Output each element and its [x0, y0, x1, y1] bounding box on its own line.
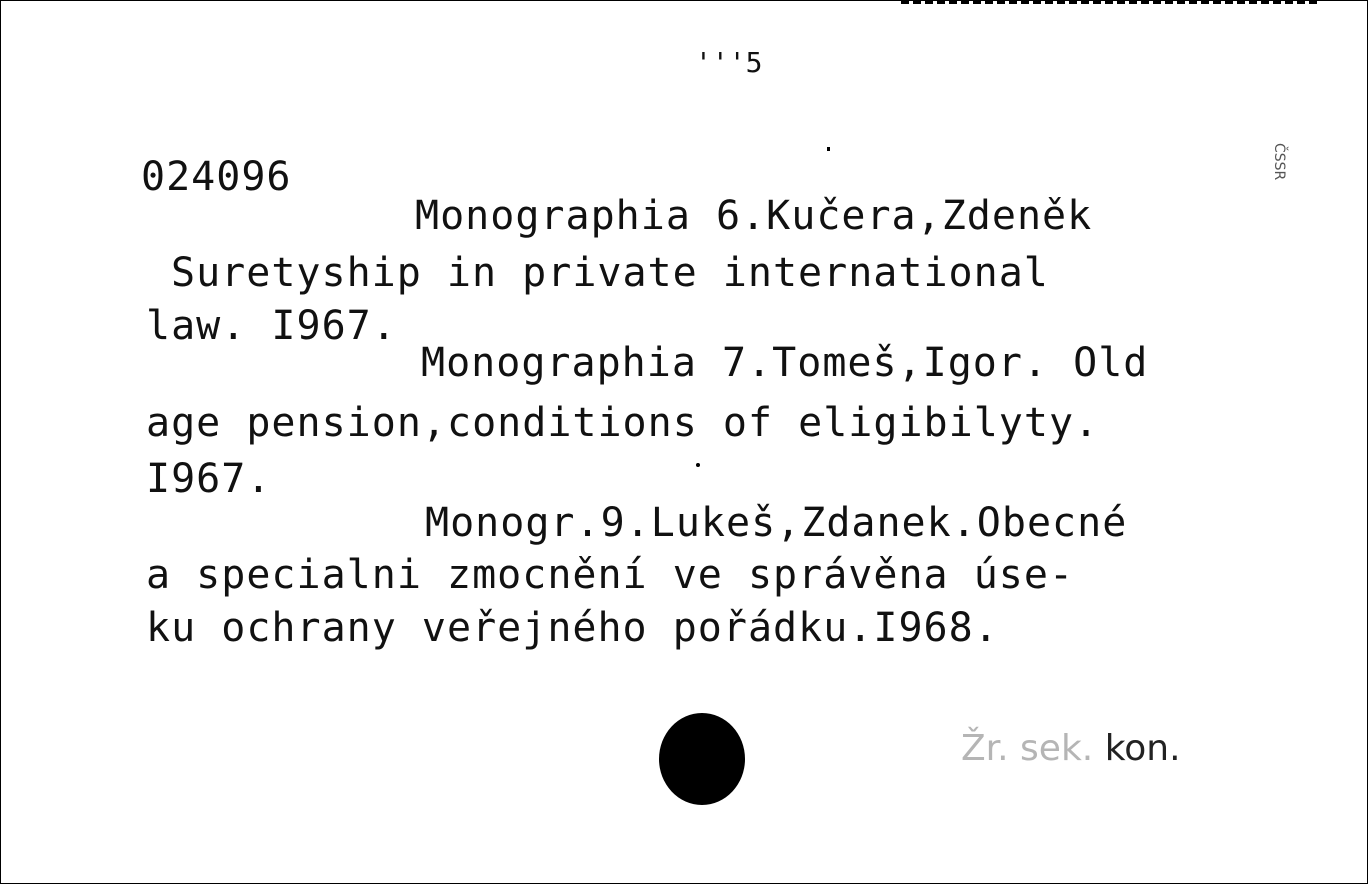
ink-speck [696, 463, 700, 467]
stamp-suffix: kon. [1104, 728, 1181, 769]
entry-line-2: Suretyship in private international [171, 250, 1049, 296]
entry-line-8: a specialni zmocnění ve správěna úse- [146, 552, 1075, 598]
department-stamp [961, 728, 1181, 769]
stamp-prefix: Žr. sek. [961, 728, 1094, 769]
catalog-number: 024096 [141, 154, 292, 200]
margin-mark: ČSSR [1271, 143, 1287, 181]
card-header-mark: '''5 [695, 46, 763, 79]
entry-line-7: Monogr.9.Lukeš,Zdanek.Obecné [425, 500, 1128, 546]
top-edge-marks [901, 1, 1321, 4]
ink-speck [827, 147, 830, 151]
entry-line-3: law. I967. [146, 303, 397, 349]
entry-line-6: I967. [146, 456, 272, 502]
entry-line-4: Monographia 7.Tomeš,Igor. Old [421, 340, 1149, 386]
punch-hole [659, 713, 745, 805]
entry-line-1: Monographia 6.Kučera,Zdeněk [415, 193, 1093, 239]
entry-line-9: ku ochrany veřejného pořádku.I968. [146, 605, 999, 651]
entry-line-5: age pension,conditions of eligibilyty. [146, 400, 1100, 446]
